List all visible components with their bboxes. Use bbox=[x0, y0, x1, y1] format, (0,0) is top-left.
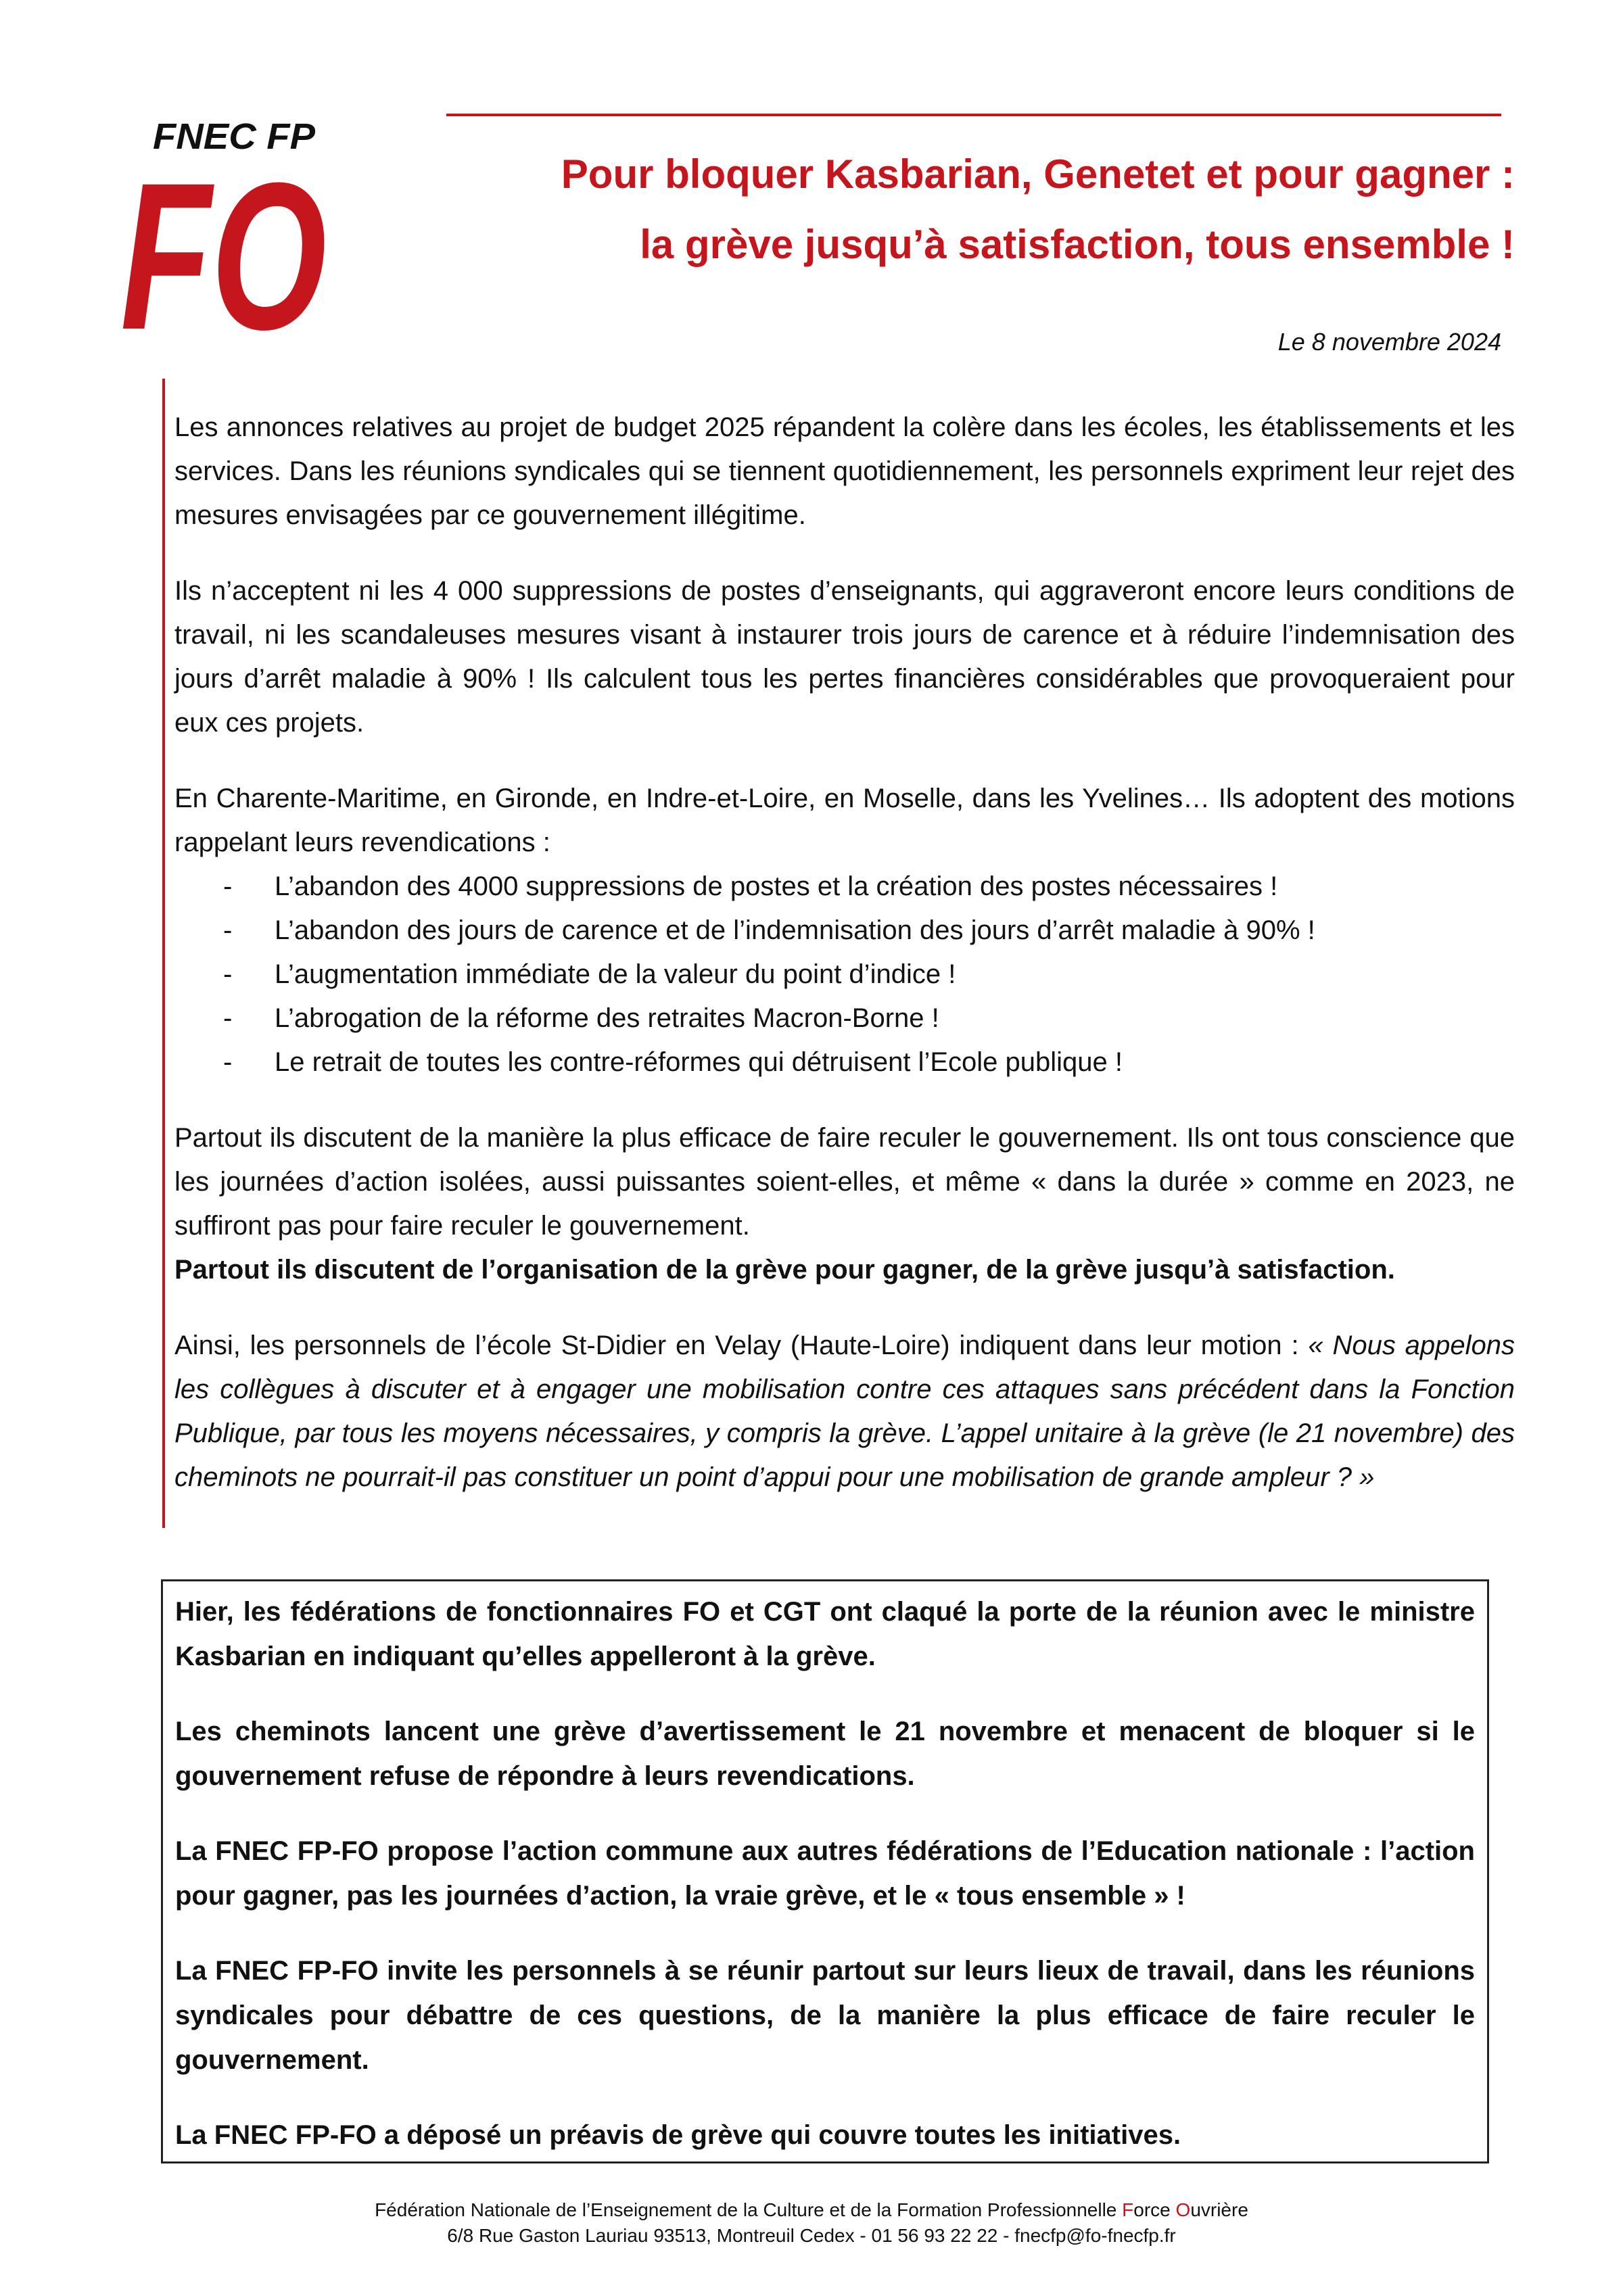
box-paragraph-3: La FNEC FP-FO propose l’action commune aux autres fédérations de l’Education nationale : l’action pour gagner, pas les journées d’action, la vraie grève, et le « tous ensemble » ! bbox=[175, 1836, 1475, 1911]
logo-main-text: FO bbox=[120, 139, 327, 337]
title-line-1: Pour bloquer Kasbarian, Genetet et pour gagner : bbox=[561, 151, 1515, 197]
demands-list bbox=[174, 865, 1515, 1084]
list-dash: - bbox=[223, 871, 233, 901]
list-dash: - bbox=[223, 915, 233, 945]
list-dash: - bbox=[223, 959, 233, 989]
paragraph-1: Les annonces relatives au projet de budget 2025 répandent la colère dans les écoles, les établissements et les services. Dans les réunions syndicales qui se tiennent quotidiennement, les personnels expriment leur rejet des mesures envisagées par ce gouvernement illégitime. bbox=[174, 412, 1515, 530]
highlight-box bbox=[161, 1579, 1489, 2163]
fnec-fp-fo-logo bbox=[120, 114, 337, 337]
list-item: - Le retrait de toutes les contre-réformes qui détruisent l’Ecole publique ! bbox=[174, 1041, 1515, 1084]
document-body bbox=[174, 406, 1515, 1531]
box-paragraph-5: La FNEC FP-FO a déposé un préavis de grève qui couvre toutes les initiatives. bbox=[175, 2120, 1181, 2150]
list-item: - L’augmentation immédiate de la valeur du point d’indice ! bbox=[174, 953, 1515, 997]
list-dash: - bbox=[223, 1047, 233, 1077]
footer-line-1: Fédération Nationale de l’Enseignement de la Culture et de la Formation Professionnelle Force Ouvrière bbox=[375, 2199, 1248, 2220]
list-item: - L’abandon des 4000 suppressions de postes et la création des postes nécessaires ! bbox=[174, 865, 1515, 909]
document-date: Le 8 novembre 2024 bbox=[1277, 328, 1501, 356]
box-paragraph-4: La FNEC FP-FO invite les personnels à se réunir partout sur leurs lieux de travail, dans les réunions syndicales pour débattre de ces questions, de la manière la plus efficace de faire reculer le gouvernement. bbox=[175, 1956, 1475, 2075]
logo-top-text: FNEC FP bbox=[153, 116, 316, 157]
paragraph-2: Ils n’acceptent ni les 4 000 suppressions de postes d’enseignants, qui aggraveront encore leurs conditions de travail, ni les scandaleuses mesures visant à instaurer trois jours de carence et à réduire l’indemnisation des jours d’arrêt maladie à 90% ! Ils calculent tous les pertes financières considérables que provoqueraient pour eux ces projets. bbox=[174, 576, 1515, 738]
paragraph-5 bbox=[174, 1324, 1515, 1500]
footer-line-2: 6/8 Rue Gaston Lauriau 93513, Montreuil Cedex - 01 56 93 22 22 - fnecfp@fo-fnecfp.fr bbox=[447, 2225, 1176, 2246]
list-item: - L’abandon des jours de carence et de l’indemnisation des jours d’arrêt maladie à 90% ! bbox=[174, 909, 1515, 953]
paragraph-5-intro: Ainsi, les personnels de l’école St-Didier en Velay (Haute-Loire) indiquent dans leur motion : bbox=[174, 1331, 1309, 1360]
box-paragraph-2: Les cheminots lancent une grève d’avertissement le 21 novembre et menacent de bloquer si le gouvernement refuse de répondre à leurs revendications. bbox=[175, 1717, 1475, 1791]
page-title bbox=[379, 139, 1515, 280]
paragraph-4-bold: Partout ils discutent de l’organisation de la grève pour gagner, de la grève jusqu’à satisfaction. bbox=[174, 1255, 1395, 1285]
margin-rule bbox=[162, 379, 165, 1528]
title-line-2: la grève jusqu’à satisfaction, tous ensemble ! bbox=[640, 222, 1515, 267]
motion-quote: « Nous appelons les collègues à discuter et à engager une mobilisation contre ces attaques sans précédent dans la Fonction Publique, par tous les moyens nécessaires, y compris la grève. L’appel unitaire à la grève (le 21 novembre) des cheminots ne pourrait-il pas constituer un point d’appui pour une mobilisation de grande ampleur ? » bbox=[174, 1331, 1515, 1492]
paragraph-4: Partout ils discutent de la manière la plus efficace de faire reculer le gouvernement. Ils ont tous conscience que les journées d’action isolées, aussi puissantes soient-elles, et même « dans la durée » comme en 2023, ne suffiront pas pour faire reculer le gouvernement. bbox=[174, 1123, 1515, 1241]
header-rule bbox=[446, 114, 1501, 116]
list-item: - L’abrogation de la réforme des retraites Macron-Borne ! bbox=[174, 997, 1515, 1041]
list-dash: - bbox=[223, 1003, 233, 1033]
paragraph-3: En Charente-Maritime, en Gironde, en Indre-et-Loire, en Moselle, dans les Yvelines… Ils adoptent des motions rappelant leurs revendications : bbox=[174, 784, 1515, 857]
box-paragraph-1: Hier, les fédérations de fonctionnaires FO et CGT ont claqué la porte de la réunion avec le ministre Kasbarian en indiquant qu’elles appelleront à la grève. bbox=[175, 1597, 1475, 1671]
page-footer bbox=[0, 2197, 1623, 2249]
